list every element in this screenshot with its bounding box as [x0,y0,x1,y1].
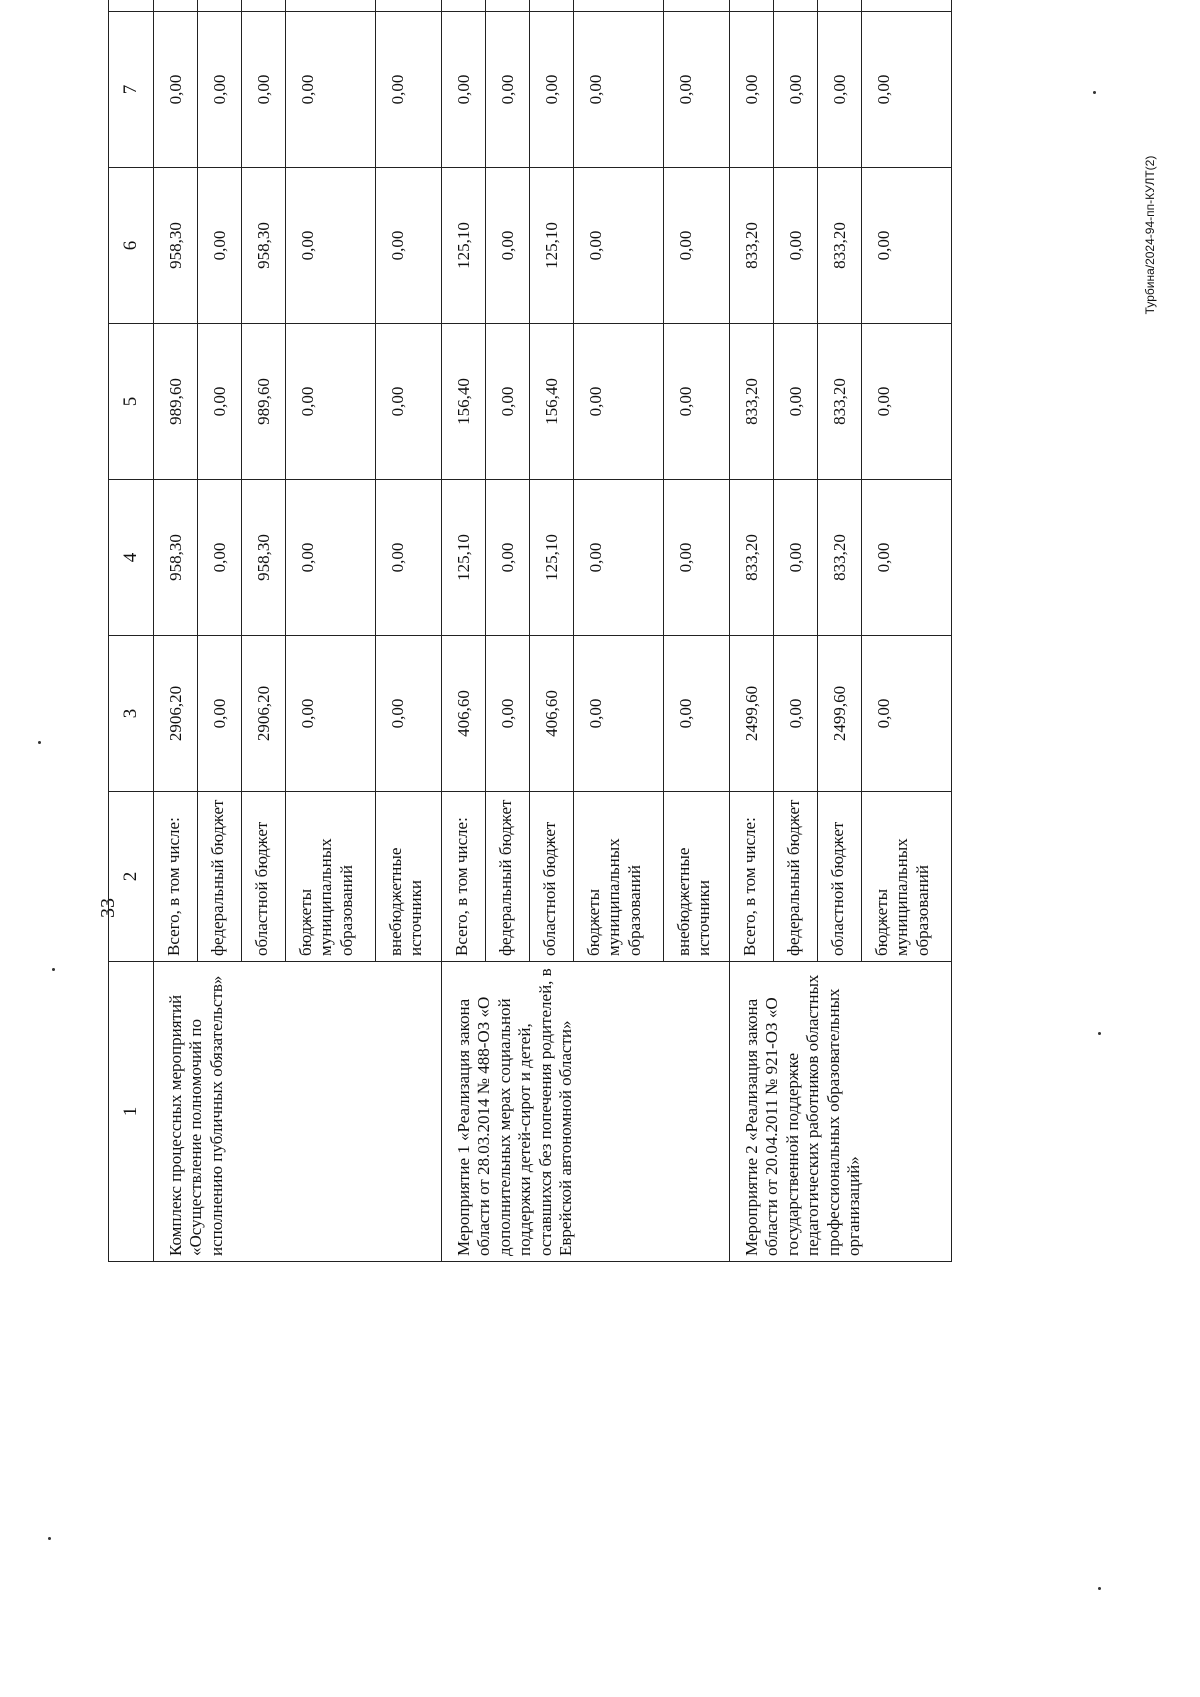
amount-cell [286,0,376,12]
amount-cell: 0,00 [486,324,530,480]
amount-cell [242,0,286,12]
column-header-5: 5 [109,324,154,480]
funding-source-cell: федеральный бюджет [198,792,242,962]
funding-source-cell: Всего, в том числе: [730,792,774,962]
document-stamp [1140,120,1164,350]
amount-cell: 0,00 [862,168,952,324]
amount-cell [442,0,486,12]
amount-cell: 0,00 [664,324,730,480]
amount-cell: 958,30 [154,480,198,636]
amount-cell: 2906,20 [154,636,198,792]
scan-dot [48,1537,51,1540]
amount-cell: 833,20 [730,168,774,324]
amount-cell: 0,00 [574,168,664,324]
amount-cell [818,0,862,12]
amount-cell: 958,30 [242,168,286,324]
funding-source-cell: Всего, в том числе: [154,792,198,962]
amount-cell: 0,00 [486,168,530,324]
amount-cell: 0,00 [730,12,774,168]
column-header-3: 3 [109,636,154,792]
amount-cell: 833,20 [818,168,862,324]
amount-cell: 0,00 [774,324,818,480]
funding-source-cell: областной бюджет [242,792,286,962]
amount-cell [198,0,242,12]
amount-cell: 0,00 [242,12,286,168]
amount-cell: 0,00 [154,12,198,168]
page-number: 33 [97,898,119,918]
amount-cell [530,0,574,12]
amount-cell: 125,10 [530,168,574,324]
amount-cell: 0,00 [376,480,442,636]
amount-cell: 833,20 [730,324,774,480]
amount-cell: 0,00 [774,12,818,168]
funding-source-cell: бюджеты муниципальных образований [574,792,664,962]
amount-cell: 0,00 [376,168,442,324]
amount-cell: 0,00 [574,480,664,636]
scan-dot [1093,91,1096,94]
amount-cell: 0,00 [574,636,664,792]
amount-cell [154,0,198,12]
funding-source-cell: областной бюджет [530,792,574,962]
amount-cell: 0,00 [486,636,530,792]
amount-cell: 2906,20 [242,636,286,792]
amount-cell: 0,00 [862,480,952,636]
amount-cell: 0,00 [198,324,242,480]
amount-cell: 0,00 [574,324,664,480]
amount-cell: 0,00 [774,480,818,636]
amount-cell [862,0,952,12]
amount-cell: 958,30 [154,168,198,324]
amount-cell: 0,00 [198,480,242,636]
table-row [442,0,486,1262]
amount-cell: 0,00 [286,636,376,792]
amount-cell: 833,20 [818,480,862,636]
amount-cell: 0,00 [286,12,376,168]
activity-name-cell: Мероприятие 2 «Реализация закона области от 20.04.2011 № 921-ОЗ «О государственной поддержке педагогических работников областных профессиональных образовательных организаций» [730,962,952,1262]
column-header-7: 7 [109,12,154,168]
amount-cell: 0,00 [486,12,530,168]
scan-dot [1098,1032,1101,1035]
amount-cell: 0,00 [862,12,952,168]
table-row [154,0,198,1262]
amount-cell [574,0,664,12]
amount-cell [376,0,442,12]
amount-cell: 0,00 [376,12,442,168]
amount-cell: 156,40 [442,324,486,480]
amount-cell: 0,00 [818,12,862,168]
funding-source-cell: бюджеты муниципальных образований [286,792,376,962]
funding-source-cell: федеральный бюджет [486,792,530,962]
amount-cell: 833,20 [730,480,774,636]
amount-cell: 0,00 [774,168,818,324]
budget-table [108,0,952,1262]
amount-cell [730,0,774,12]
amount-cell: 156,40 [530,324,574,480]
amount-cell: 2499,60 [818,636,862,792]
amount-cell: 406,60 [442,636,486,792]
funding-source-cell: внебюджетные источники [376,792,442,962]
amount-cell [664,0,730,12]
amount-cell: 0,00 [198,12,242,168]
amount-cell: 0,00 [664,636,730,792]
amount-cell: 0,00 [376,636,442,792]
funding-source-cell: Всего, в том числе: [442,792,486,962]
amount-cell: 0,00 [486,480,530,636]
document-stamp-text: Турбина/2024-94-пп-КУЛТ(2) [1143,155,1157,315]
scan-dot [52,968,55,971]
amount-cell: 0,00 [862,636,952,792]
amount-cell: 958,30 [242,480,286,636]
column-header-6: 6 [109,168,154,324]
activity-name-cell: Комплекс процессных мероприятий «Осуществление полномочий по исполнению публичных обязательств» [154,962,442,1262]
amount-cell: 833,20 [818,324,862,480]
funding-source-cell: внебюджетные источники [664,792,730,962]
column-header-1: 1 [109,962,154,1262]
column-header-2: 2 [109,792,154,962]
amount-cell: 0,00 [774,636,818,792]
amount-cell [486,0,530,12]
amount-cell: 0,00 [862,324,952,480]
amount-cell: 0,00 [664,12,730,168]
amount-cell: 0,00 [664,480,730,636]
amount-cell: 0,00 [198,168,242,324]
funding-source-cell: федеральный бюджет [774,792,818,962]
scan-dot [1098,1587,1101,1590]
amount-cell: 125,10 [442,480,486,636]
funding-source-cell: областной бюджет [818,792,862,962]
header-row [109,0,154,1262]
funding-source-cell: бюджеты муниципальных образований [862,792,952,962]
amount-cell: 0,00 [286,480,376,636]
amount-cell: 0,00 [530,12,574,168]
amount-cell: 0,00 [286,324,376,480]
table-row [730,0,774,1262]
amount-cell: 406,60 [530,636,574,792]
column-header-8 [109,0,154,12]
amount-cell: 0,00 [198,636,242,792]
amount-cell: 2499,60 [730,636,774,792]
amount-cell: 989,60 [242,324,286,480]
amount-cell [774,0,818,12]
amount-cell: 0,00 [442,12,486,168]
amount-cell: 0,00 [574,12,664,168]
amount-cell: 989,60 [154,324,198,480]
column-header-4: 4 [109,480,154,636]
amount-cell: 0,00 [376,324,442,480]
activity-name-cell: Мероприятие 1 «Реализация закона области от 28.03.2014 № 488-ОЗ «О дополнительных мерах социальной поддержки детей-сирот и детей, оставшихся без попечения родителей, в Еврейской автономной области» [442,962,730,1262]
amount-cell: 125,10 [530,480,574,636]
amount-cell: 0,00 [286,168,376,324]
budget-table-container [108,74,1008,1262]
amount-cell: 0,00 [664,168,730,324]
scan-dot [38,741,41,744]
amount-cell: 125,10 [442,168,486,324]
